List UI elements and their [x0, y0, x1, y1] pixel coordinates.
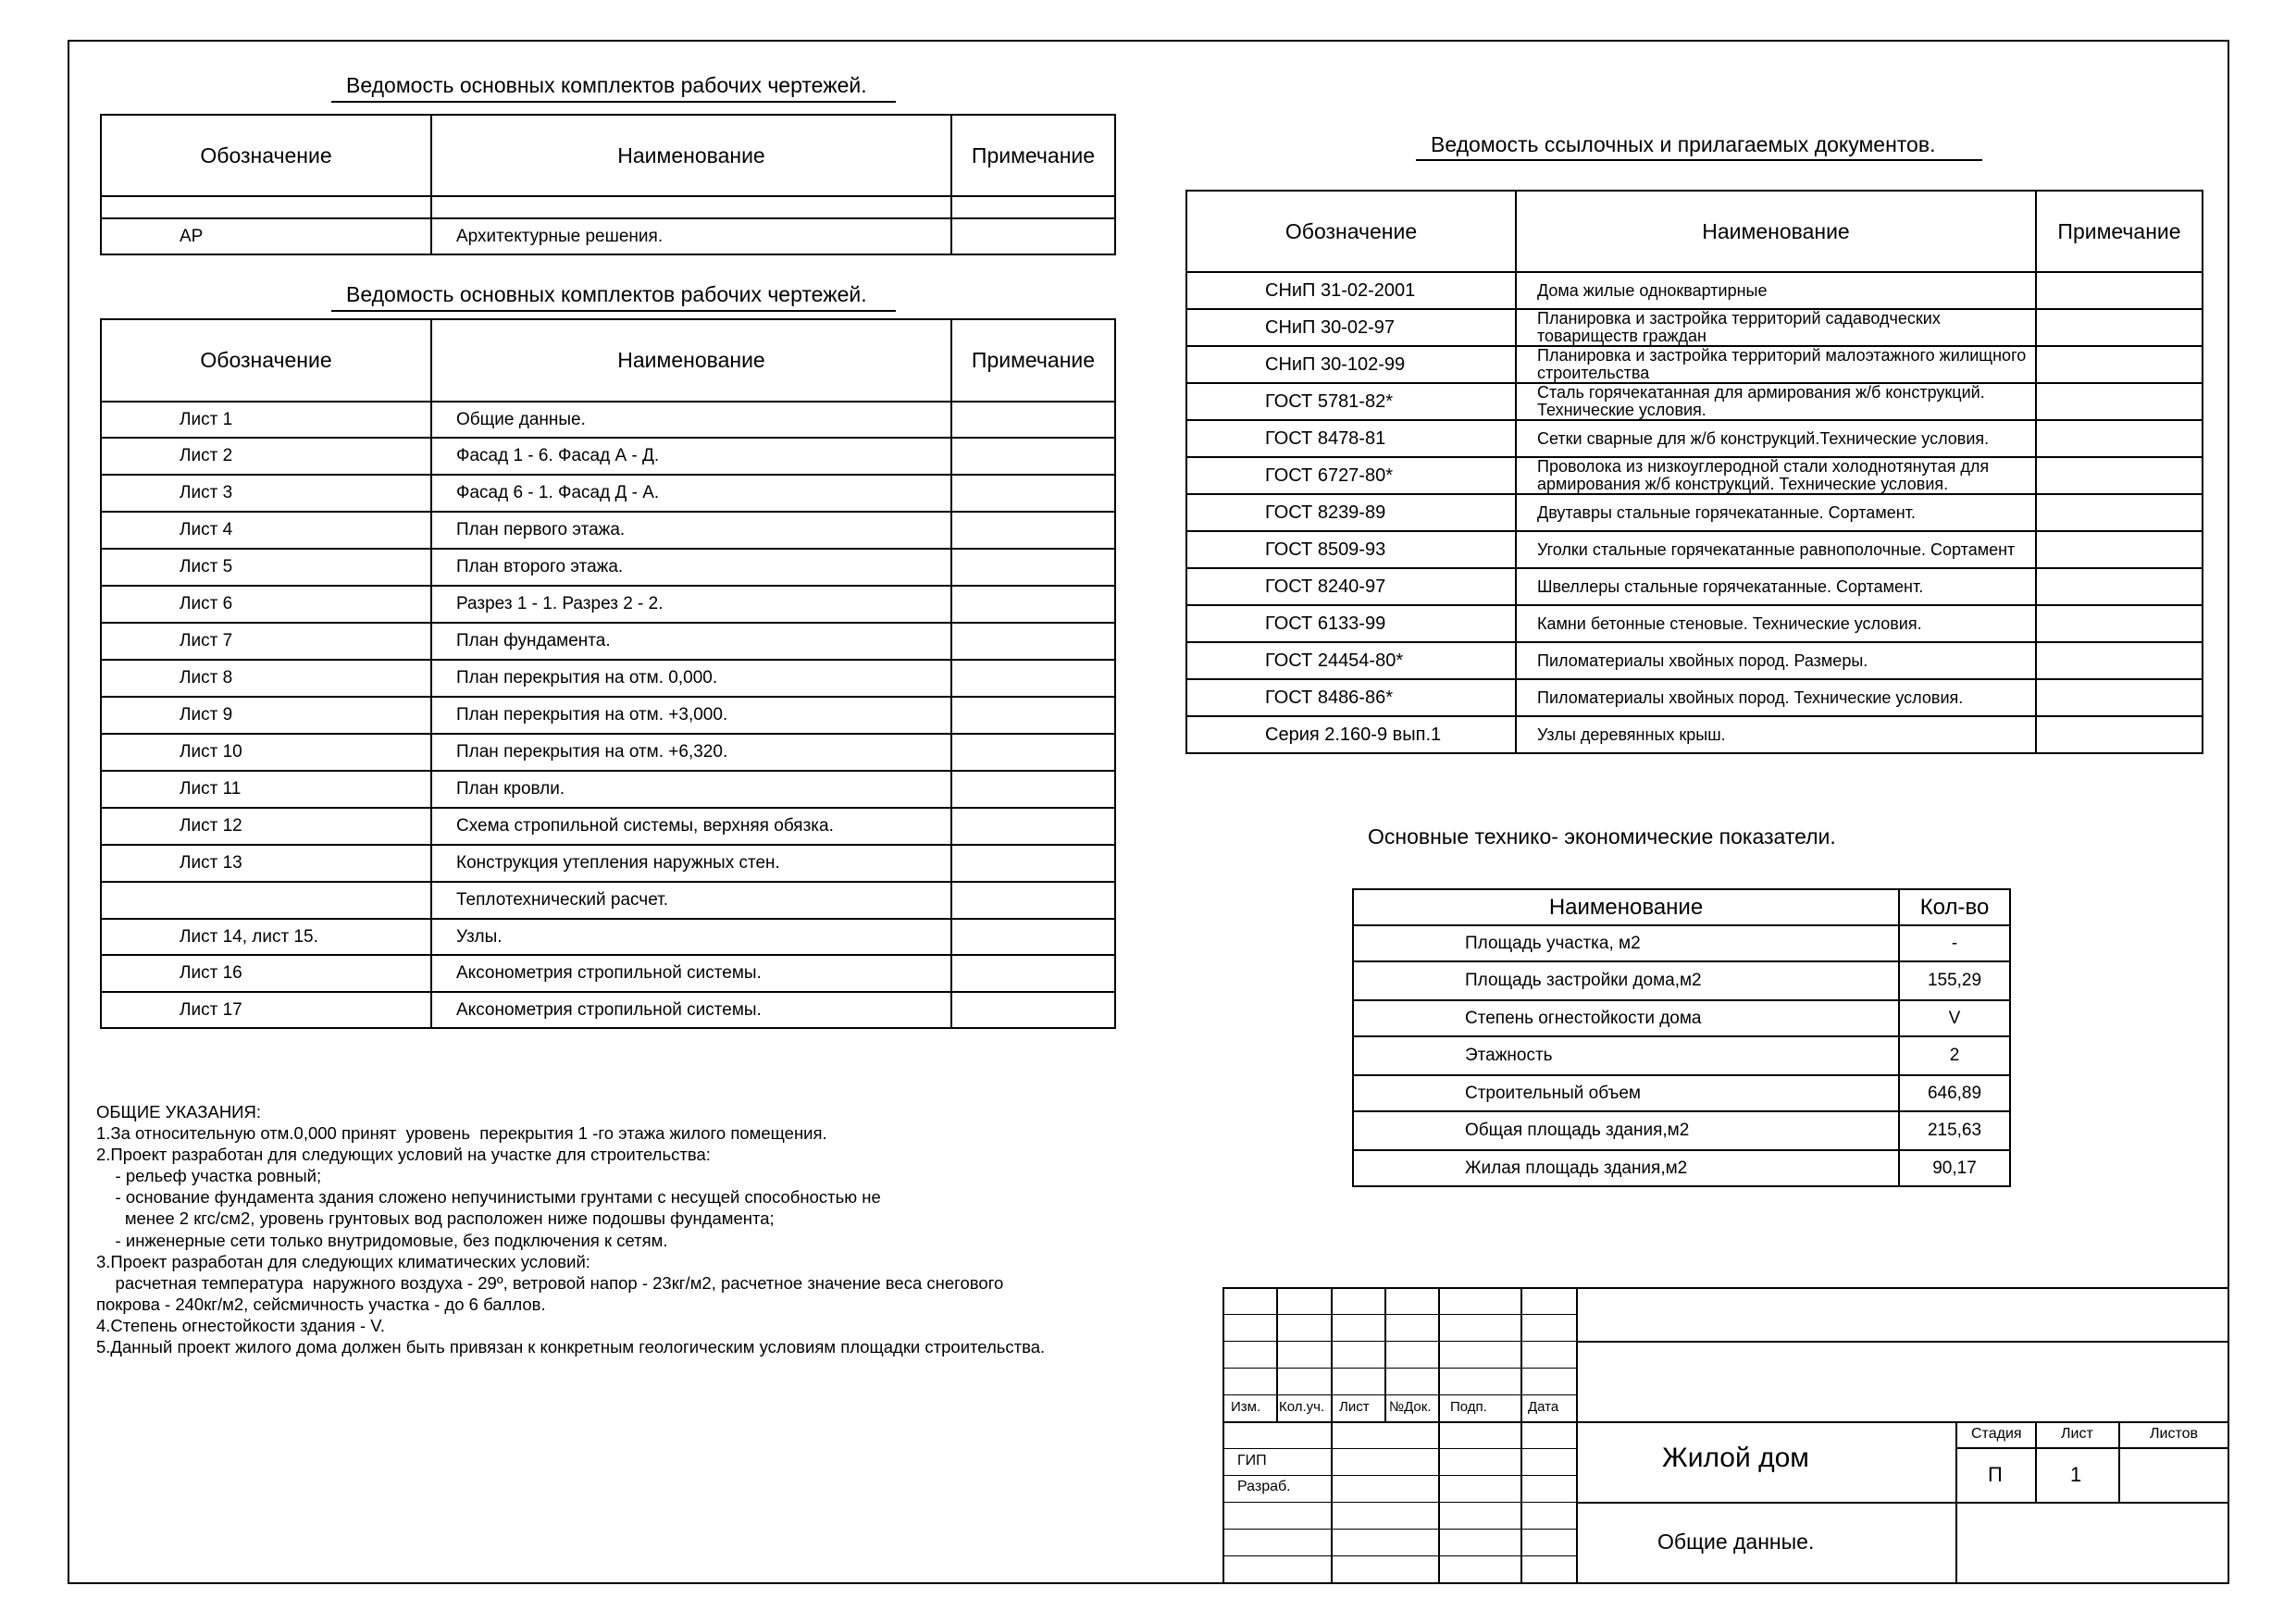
cell-code: СНиП 31-02-2001 — [1186, 272, 1516, 309]
cell-value: V — [1899, 1000, 2010, 1036]
cell-code: Лист 5 — [101, 549, 431, 586]
stage-label: Стадия — [1971, 1426, 2022, 1442]
cell-note — [951, 955, 1115, 992]
cell-name: План перекрытия на отм. +3,000. — [431, 697, 951, 734]
header-name: Наименование — [431, 319, 951, 402]
cell-value: - — [1899, 925, 2010, 961]
general-notes — [96, 1101, 1170, 1357]
cell-note — [2036, 679, 2203, 716]
role-chief-engineer: ГИП — [1237, 1453, 1267, 1468]
table-row — [1186, 605, 2203, 642]
cell-code: Лист 3 — [101, 475, 431, 512]
sheet-value: 1 — [2070, 1463, 2082, 1486]
cell-name: Пиломатериалы хвойных пород. Размеры. — [1516, 642, 2036, 679]
table-row — [101, 919, 1115, 955]
cell-code: ГОСТ 8239-89 — [1186, 494, 1516, 531]
cell-code: ГОСТ 6727-80* — [1186, 457, 1516, 494]
project-name: Жилой дом — [1662, 1443, 1809, 1473]
tb-line — [1222, 1287, 1224, 1584]
cell-note — [2036, 420, 2203, 457]
tb-line — [1276, 1287, 1278, 1421]
cell-name: Этажность — [1353, 1036, 1899, 1075]
cell-name: План первого этажа. — [431, 512, 951, 549]
tb-line — [1222, 1529, 1576, 1530]
tb-line — [1222, 1314, 1576, 1315]
tb-line — [1222, 1448, 1576, 1449]
cell-value: 90,17 — [1899, 1150, 2010, 1186]
drawings-list-1-title: Ведомость основных комплектов рабочих чертежей. — [346, 73, 867, 97]
cell-name: Конструкция утепления наружных стен. — [431, 845, 951, 882]
table-row — [1353, 1075, 2010, 1111]
table-row — [1186, 272, 2203, 309]
cell-name: Разрез 1 - 1. Разрез 2 - 2. — [431, 586, 951, 623]
cell-name: План перекрытия на отм. 0,000. — [431, 660, 951, 697]
cell-name: Аксонометрия стропильной системы. — [431, 992, 951, 1028]
drawings-list-1-table — [100, 114, 1116, 255]
table-row — [1353, 1000, 2010, 1036]
cell-note — [951, 586, 1115, 623]
cell-note — [951, 771, 1115, 808]
notes-line: 5.Данный проект жилого дома должен быть привязан к конкретным геологическим условиям площадки строительства. — [96, 1337, 1046, 1357]
cell-code: ГОСТ 8486-86* — [1186, 679, 1516, 716]
cell-code: Серия 2.160-9 вып.1 — [1186, 716, 1516, 753]
cell-name: Планировка и застройка территорий садаводческих товариществ граждан — [1516, 309, 2036, 346]
tb-line — [1576, 1502, 2229, 1504]
table-row — [101, 438, 1115, 475]
notes-line: - инженерные сети только внутридомовые, без подключения к сетям. — [96, 1230, 668, 1250]
cell-name: Аксонометрия стропильной системы. — [431, 955, 951, 992]
table-row — [101, 660, 1115, 697]
cell-name: Площадь участка, м2 — [1353, 925, 1899, 961]
cell-note — [951, 882, 1115, 919]
underline — [331, 101, 896, 103]
table-row — [101, 402, 1115, 438]
cell-name: Швеллеры стальные горячекатанные. Сортамент. — [1516, 568, 2036, 605]
cell-code: Лист 6 — [101, 586, 431, 623]
tb-line — [1222, 1421, 1576, 1423]
cell-name: Площадь застройки дома,м2 — [1353, 961, 1899, 1000]
cell-code: Лист 17 — [101, 992, 431, 1028]
header-name: Наименование — [1353, 889, 1899, 925]
col-header-change: Изм. — [1231, 1399, 1261, 1415]
cell-name: Пиломатериалы хвойных пород. Технические условия. — [1516, 679, 2036, 716]
header-designation: Обозначение — [1186, 191, 1516, 272]
col-header-sheet: Лист — [1339, 1399, 1370, 1415]
cell-name: Жилая площадь здания,м2 — [1353, 1150, 1899, 1186]
cell-code: Лист 13 — [101, 845, 431, 882]
table-row — [1186, 383, 2203, 420]
cell-note — [951, 402, 1115, 438]
cell-name — [431, 196, 951, 218]
cell-name: Общая площадь здания,м2 — [1353, 1111, 1899, 1150]
notes-line: расчетная температура наружного воздуха - 29º, ветровой напор - 23кг/м2, расчетное значение веса снегового — [96, 1272, 1004, 1293]
notes-line: 1.За относительную отм.0,000 принят уровень перекрытия 1 -го этажа жилого помещения. — [96, 1123, 827, 1144]
col-header-signature: Подп. — [1450, 1399, 1487, 1415]
tb-line — [1576, 1341, 2229, 1343]
table-row — [1186, 679, 2203, 716]
cell-name: План фундамента. — [431, 623, 951, 660]
cell-note — [951, 512, 1115, 549]
table-row — [101, 882, 1115, 919]
cell-code: Лист 4 — [101, 512, 431, 549]
sheet-name: Общие данные. — [1657, 1530, 1815, 1554]
cell-note — [2036, 568, 2203, 605]
header-note: Примечание — [2036, 191, 2203, 272]
table-row — [101, 955, 1115, 992]
tb-line — [1331, 1287, 1333, 1584]
tb-line — [1222, 1287, 2229, 1289]
role-developer: Разраб. — [1237, 1479, 1291, 1494]
tb-line — [1222, 1368, 1576, 1369]
cell-code: Лист 9 — [101, 697, 431, 734]
cell-value: 2 — [1899, 1036, 2010, 1075]
table-row — [101, 697, 1115, 734]
cell-code: ГОСТ 8240-97 — [1186, 568, 1516, 605]
tb-line — [1955, 1421, 1957, 1584]
sheets-label: Листов — [2150, 1426, 2198, 1442]
notes-line: менее 2 кгс/см2, уровень грунтовых вод расположен ниже подошвы фундамента; — [96, 1208, 775, 1229]
cell-note — [951, 845, 1115, 882]
tb-line — [1576, 1421, 2229, 1423]
cell-name: Сетки сварные для ж/б конструкций.Технические условия. — [1516, 420, 2036, 457]
header-note: Примечание — [951, 319, 1115, 402]
cell-value: 155,29 — [1899, 961, 2010, 1000]
cell-name: План второго этажа. — [431, 549, 951, 586]
notes-heading: ОБЩИЕ УКАЗАНИЯ: — [96, 1102, 261, 1121]
cell-name: Общие данные. — [431, 402, 951, 438]
table-row — [1186, 457, 2203, 494]
cell-code: Лист 10 — [101, 734, 431, 771]
cell-name: Дома жилые одноквартирные — [1516, 272, 2036, 309]
table-row — [1186, 531, 2203, 568]
tb-line — [1384, 1287, 1386, 1421]
cell-name: Планировка и застройка территорий малоэтажного жилищного строительства — [1516, 346, 2036, 383]
cell-name: Фасад 1 - 6. Фасад А - Д. — [431, 438, 951, 475]
header-name: Наименование — [1516, 191, 2036, 272]
table-row — [1353, 1150, 2010, 1186]
table-row — [1186, 642, 2203, 679]
cell-name: Узлы деревянных крыш. — [1516, 716, 2036, 753]
underline — [331, 310, 896, 312]
cell-note — [951, 218, 1115, 254]
cell-code — [101, 196, 431, 218]
cell-note — [2036, 605, 2203, 642]
notes-line: - основание фундамента здания сложено непучинистыми грунтами с несущей способностью не — [96, 1187, 881, 1208]
header-quantity: Кол-во — [1899, 889, 2010, 925]
table-row — [101, 218, 1115, 254]
cell-code: СНиП 30-02-97 — [1186, 309, 1516, 346]
table-row — [1353, 1111, 2010, 1150]
cell-note — [2036, 346, 2203, 383]
col-header-doc: №Док. — [1389, 1399, 1432, 1415]
cell-name: Узлы. — [431, 919, 951, 955]
cell-name: Архитектурные решения. — [431, 218, 951, 254]
underline — [1416, 159, 1982, 161]
table-row — [101, 845, 1115, 882]
cell-code: ГОСТ 8478-81 — [1186, 420, 1516, 457]
table-row — [1353, 925, 2010, 961]
cell-note — [951, 196, 1115, 218]
tb-line — [1222, 1341, 1576, 1342]
sheet-label: Лист — [2061, 1426, 2093, 1442]
cell-note — [2036, 272, 2203, 309]
cell-note — [951, 697, 1115, 734]
tb-line — [2035, 1421, 2037, 1502]
table-row — [101, 623, 1115, 660]
cell-name: Сталь горячекатанная для армирования ж/б конструкций. Технические условия. — [1516, 383, 2036, 420]
cell-note — [951, 734, 1115, 771]
cell-name: План кровли. — [431, 771, 951, 808]
header-designation: Обозначение — [101, 115, 431, 196]
cell-name: Камни бетонные стеновые. Технические условия. — [1516, 605, 2036, 642]
cell-name: Проволока из низкоуглеродной стали холоднотянутая для армирования ж/б конструкций. Технические условия. — [1516, 457, 2036, 494]
table-row — [1353, 1036, 2010, 1075]
cell-code: Лист 14, лист 15. — [101, 919, 431, 955]
cell-code: ГОСТ 24454-80* — [1186, 642, 1516, 679]
table-row — [101, 475, 1115, 512]
notes-line: 3.Проект разработан для следующих климатических условий: — [96, 1251, 590, 1271]
cell-note — [2036, 383, 2203, 420]
ref-docs-title: Ведомость ссылочных и прилагаемых документов. — [1431, 132, 1936, 156]
cell-code: АР — [101, 218, 431, 254]
drawings-list-2-table — [100, 318, 1116, 1029]
cell-note — [951, 808, 1115, 845]
notes-line: 2.Проект разработан для следующих условий на участке для строительства: — [96, 1145, 711, 1165]
cell-code: Лист 7 — [101, 623, 431, 660]
table-row — [1353, 961, 2010, 1000]
table-row — [101, 512, 1115, 549]
tb-line — [1222, 1475, 1576, 1476]
cell-code: Лист 12 — [101, 808, 431, 845]
table-row — [1186, 309, 2203, 346]
table-row — [1186, 346, 2203, 383]
cell-name: Степень огнестойкости дома — [1353, 1000, 1899, 1036]
table-row — [1186, 568, 2203, 605]
cell-value: 646,89 — [1899, 1075, 2010, 1111]
cell-value: 215,63 — [1899, 1111, 2010, 1150]
table-row — [101, 586, 1115, 623]
ref-docs-table — [1185, 190, 2203, 754]
table-row — [101, 771, 1115, 808]
cell-code: Лист 11 — [101, 771, 431, 808]
tb-line — [1576, 1287, 1578, 1584]
table-row — [101, 549, 1115, 586]
cell-name: Уголки стальные горячекатанные равнополочные. Сортамент — [1516, 531, 2036, 568]
cell-name: Строительный объем — [1353, 1075, 1899, 1111]
drawings-list-2-title: Ведомость основных комплектов рабочих чертежей. — [346, 282, 867, 306]
cell-code — [101, 882, 431, 919]
cell-note — [951, 623, 1115, 660]
header-name: Наименование — [431, 115, 951, 196]
cell-name: План перекрытия на отм. +6,320. — [431, 734, 951, 771]
table-row — [101, 992, 1115, 1028]
col-header-date: Дата — [1528, 1399, 1559, 1415]
tep-title: Основные технико- экономические показатели. — [1368, 824, 1836, 849]
cell-note — [2036, 309, 2203, 346]
cell-note — [951, 549, 1115, 586]
cell-code: Лист 1 — [101, 402, 431, 438]
header-note: Примечание — [951, 115, 1115, 196]
table-row — [101, 808, 1115, 845]
table-row — [101, 734, 1115, 771]
tb-line — [1222, 1502, 1576, 1503]
notes-line: покрова - 240кг/м2, сейсмичность участка - до 6 баллов. — [96, 1294, 546, 1314]
tb-line — [1955, 1447, 2229, 1449]
cell-note — [951, 475, 1115, 512]
cell-name: Фасад 6 - 1. Фасад Д - А. — [431, 475, 951, 512]
cell-note — [951, 438, 1115, 475]
cell-name: Схема стропильной системы, верхняя обязка. — [431, 808, 951, 845]
cell-note — [2036, 457, 2203, 494]
cell-code: СНиП 30-102-99 — [1186, 346, 1516, 383]
table-row — [1186, 420, 2203, 457]
col-header-count: Кол.уч. — [1279, 1399, 1325, 1415]
tb-line — [1222, 1555, 1576, 1556]
cell-name: Теплотехнический расчет. — [431, 882, 951, 919]
cell-note — [951, 992, 1115, 1028]
table-row — [1186, 494, 2203, 531]
cell-name: Двутавры стальные горячекатанные. Сортамент. — [1516, 494, 2036, 531]
cell-code: ГОСТ 6133-99 — [1186, 605, 1516, 642]
cell-note — [2036, 531, 2203, 568]
notes-line: - рельеф участка ровный; — [96, 1166, 322, 1186]
cell-note — [951, 919, 1115, 955]
cell-code: ГОСТ 5781-82* — [1186, 383, 1516, 420]
table-row — [1186, 716, 2203, 753]
cell-code: Лист 8 — [101, 660, 431, 697]
cell-code: Лист 16 — [101, 955, 431, 992]
stage-value: П — [1988, 1463, 2003, 1486]
table-row — [101, 196, 1115, 218]
tep-table — [1352, 888, 2011, 1187]
tb-line — [2118, 1421, 2120, 1502]
cell-note — [2036, 494, 2203, 531]
tb-line — [1520, 1287, 1522, 1584]
notes-line: 4.Степень огнестойкости здания - V. — [96, 1315, 386, 1335]
cell-note — [2036, 642, 2203, 679]
tb-line — [1222, 1394, 1576, 1395]
header-designation: Обозначение — [101, 319, 431, 402]
cell-note — [951, 660, 1115, 697]
cell-code: ГОСТ 8509-93 — [1186, 531, 1516, 568]
tb-line — [1438, 1287, 1440, 1584]
cell-code: Лист 2 — [101, 438, 431, 475]
cell-note — [2036, 716, 2203, 753]
